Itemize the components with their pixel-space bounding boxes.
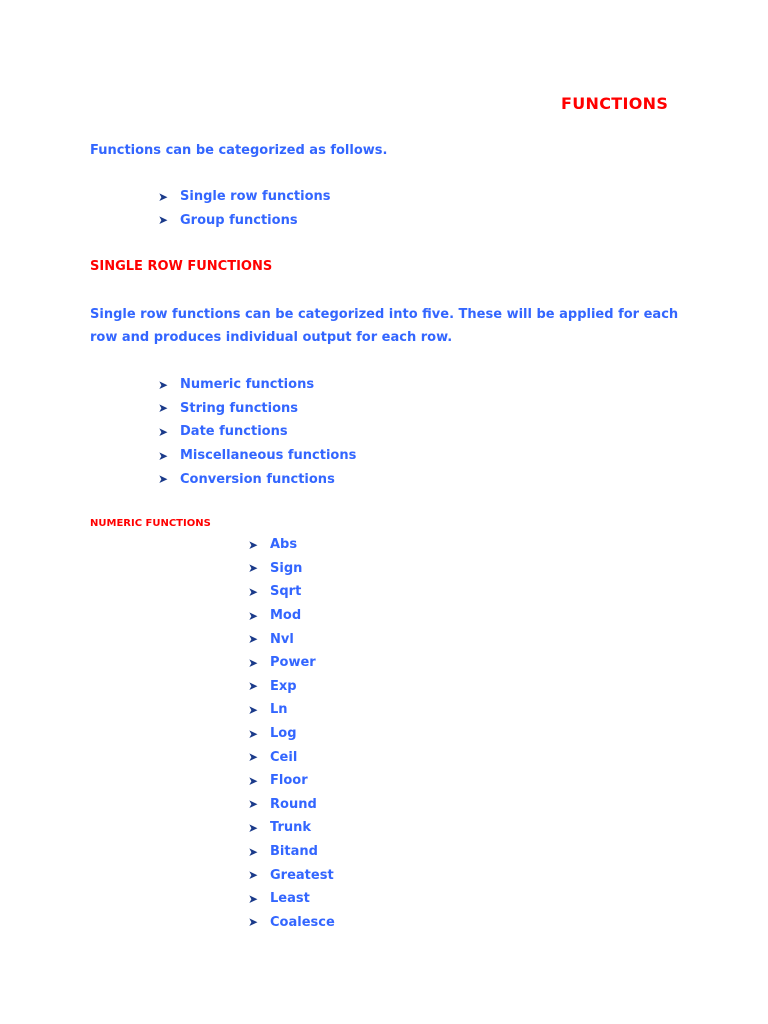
list-item: ➤ Conversion functions <box>158 471 335 487</box>
list-item: ➤ Sqrt <box>248 584 302 600</box>
list-item: ➤ Miscellaneous functions <box>158 448 357 464</box>
arrow-bullet-icon: ➤ <box>248 773 259 788</box>
numeric-functions-list <box>248 533 335 934</box>
arrow-bullet-icon: ➤ <box>248 608 259 623</box>
list-item: ➤ Least <box>248 891 310 907</box>
list-item: ➤ Abs <box>248 537 298 553</box>
list-item: ➤ Ln <box>248 702 288 718</box>
arrow-bullet-icon: ➤ <box>248 537 259 552</box>
single-row-paragraph: Single row functions can be categorized into five. These will be applied for each row and produces individual output for each row. <box>90 307 679 345</box>
arrow-bullet-icon: ➤ <box>248 915 259 930</box>
list-item: ➤ Date functions <box>158 424 288 440</box>
page-title: FUNCTIONS <box>561 94 669 113</box>
categories-list <box>158 185 331 232</box>
numeric-functions-heading: NUMERIC FUNCTIONS <box>90 518 211 529</box>
arrow-bullet-icon: ➤ <box>248 797 259 812</box>
arrow-bullet-icon: ➤ <box>248 868 259 883</box>
list-item: ➤ String functions <box>158 400 298 416</box>
list-item: ➤ Floor <box>248 773 308 789</box>
list-item: ➤ Numeric functions <box>158 377 315 393</box>
list-item: ➤ Round <box>248 796 317 812</box>
arrow-bullet-icon: ➤ <box>158 472 169 487</box>
arrow-bullet-icon: ➤ <box>158 377 169 392</box>
list-item: ➤ Trunk <box>248 820 312 836</box>
single-row-heading: SINGLE ROW FUNCTIONS <box>90 259 273 274</box>
list-item: ➤ Exp <box>248 678 297 694</box>
list-item: ➤ Mod <box>248 608 302 624</box>
arrow-bullet-icon: ➤ <box>248 679 259 694</box>
arrow-bullet-icon: ➤ <box>158 189 169 204</box>
single-row-types-list <box>158 373 356 491</box>
intro-text: Functions can be categorized as follows. <box>90 143 388 158</box>
list-item: ➤ Coalesce <box>248 914 335 930</box>
arrow-bullet-icon: ➤ <box>248 820 259 835</box>
list-item: ➤ Log <box>248 726 297 742</box>
arrow-bullet-icon: ➤ <box>158 401 169 416</box>
arrow-bullet-icon: ➤ <box>248 561 259 576</box>
arrow-bullet-icon: ➤ <box>248 750 259 765</box>
list-item: ➤ Power <box>248 655 316 671</box>
list-item: ➤ Nvl <box>248 631 294 647</box>
list-item: ➤ Ceil <box>248 749 298 765</box>
arrow-bullet-icon: ➤ <box>158 213 169 228</box>
list-item: ➤ Bitand <box>248 844 318 860</box>
list-item: ➤ Greatest <box>248 867 334 883</box>
arrow-bullet-icon: ➤ <box>158 424 169 439</box>
arrow-bullet-icon: ➤ <box>248 891 259 906</box>
arrow-bullet-icon: ➤ <box>248 726 259 741</box>
arrow-bullet-icon: ➤ <box>248 584 259 599</box>
arrow-bullet-icon: ➤ <box>248 702 259 717</box>
arrow-bullet-icon: ➤ <box>248 632 259 647</box>
arrow-bullet-icon: ➤ <box>248 655 259 670</box>
list-item: ➤ Group functions <box>158 212 298 228</box>
list-item: ➤ Single row functions <box>158 189 331 205</box>
list-item: ➤ Sign <box>248 560 303 576</box>
arrow-bullet-icon: ➤ <box>158 448 169 463</box>
arrow-bullet-icon: ➤ <box>248 844 259 859</box>
